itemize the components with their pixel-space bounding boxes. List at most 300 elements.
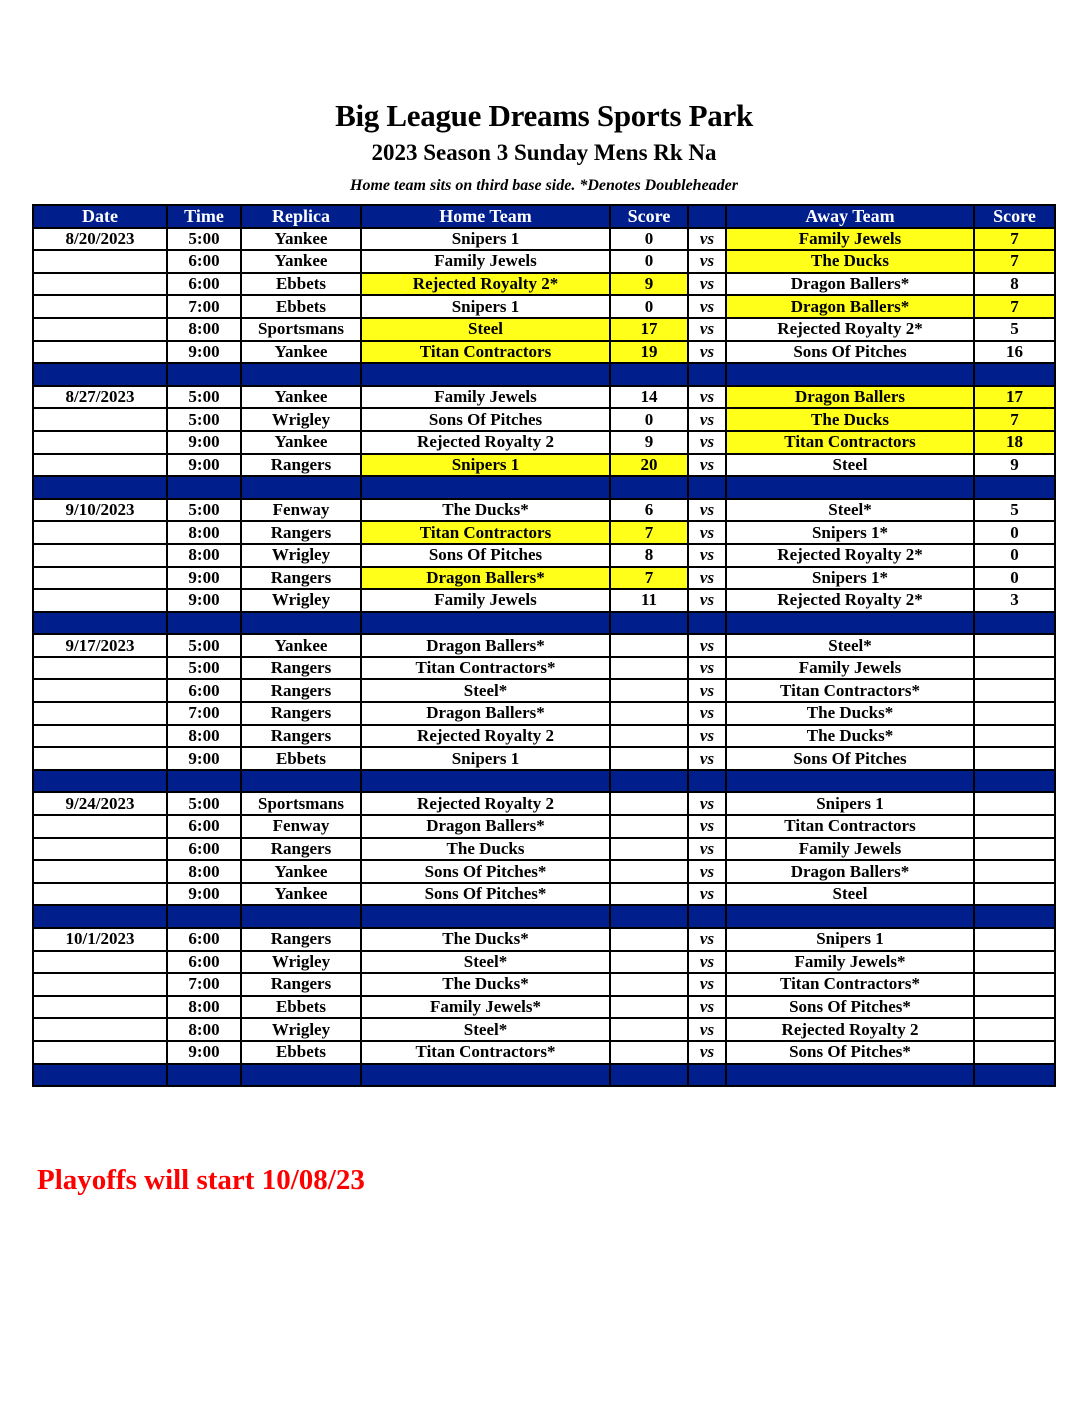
game-time: 6:00 <box>167 951 241 974</box>
home-score <box>610 747 688 770</box>
game-date <box>33 589 167 612</box>
separator-cell <box>974 476 1055 499</box>
vs-label: vs <box>688 1018 726 1041</box>
game-time: 6:00 <box>167 928 241 951</box>
col-header-away-team: Away Team <box>726 205 974 228</box>
game-row <box>33 228 1055 251</box>
separator-cell <box>241 363 361 386</box>
vs-label: vs <box>688 567 726 590</box>
home-team: Family Jewels* <box>361 996 610 1019</box>
away-score <box>974 928 1055 951</box>
game-date <box>33 567 167 590</box>
game-replica: Yankee <box>241 431 361 454</box>
away-score: 7 <box>974 228 1055 251</box>
home-score: 0 <box>610 295 688 318</box>
game-replica: Rangers <box>241 521 361 544</box>
vs-label: vs <box>688 725 726 748</box>
game-time: 8:00 <box>167 996 241 1019</box>
home-team: Titan Contractors* <box>361 657 610 680</box>
vs-label: vs <box>688 860 726 883</box>
game-replica: Fenway <box>241 499 361 522</box>
game-time: 9:00 <box>167 431 241 454</box>
away-score <box>974 725 1055 748</box>
separator-cell <box>241 476 361 499</box>
separator-cell <box>33 612 167 635</box>
game-date <box>33 431 167 454</box>
separator-cell <box>167 363 241 386</box>
home-team: Sons Of Pitches <box>361 544 610 567</box>
col-header-vs <box>688 205 726 228</box>
away-score <box>974 657 1055 680</box>
away-team: Rejected Royalty 2* <box>726 544 974 567</box>
game-replica: Yankee <box>241 386 361 409</box>
home-team: Rejected Royalty 2* <box>361 273 610 296</box>
game-date <box>33 273 167 296</box>
vs-label: vs <box>688 295 726 318</box>
home-team: Family Jewels <box>361 250 610 273</box>
home-team: Titan Contractors <box>361 341 610 364</box>
game-date: 8/27/2023 <box>33 386 167 409</box>
game-replica: Ebbets <box>241 273 361 296</box>
game-date <box>33 341 167 364</box>
game-date <box>33 408 167 431</box>
game-time: 7:00 <box>167 973 241 996</box>
home-team: Steel* <box>361 679 610 702</box>
home-score <box>610 883 688 906</box>
game-time: 8:00 <box>167 521 241 544</box>
vs-label: vs <box>688 634 726 657</box>
away-team: Family Jewels <box>726 838 974 861</box>
away-score <box>974 860 1055 883</box>
game-time: 9:00 <box>167 883 241 906</box>
game-time: 6:00 <box>167 250 241 273</box>
game-time: 7:00 <box>167 295 241 318</box>
game-row <box>33 838 1055 861</box>
game-replica: Ebbets <box>241 1041 361 1064</box>
game-replica: Ebbets <box>241 295 361 318</box>
home-team: Sons Of Pitches* <box>361 883 610 906</box>
vs-label: vs <box>688 679 726 702</box>
away-score: 17 <box>974 386 1055 409</box>
game-time: 9:00 <box>167 747 241 770</box>
vs-label: vs <box>688 792 726 815</box>
game-time: 6:00 <box>167 679 241 702</box>
home-score: 11 <box>610 589 688 612</box>
separator-cell <box>688 363 726 386</box>
separator-cell <box>974 905 1055 928</box>
separator-cell <box>688 612 726 635</box>
home-team: Snipers 1 <box>361 295 610 318</box>
away-team: The Ducks <box>726 250 974 273</box>
home-team: Dragon Ballers* <box>361 567 610 590</box>
game-replica: Rangers <box>241 657 361 680</box>
game-date <box>33 657 167 680</box>
game-replica: Sportsmans <box>241 318 361 341</box>
separator-cell <box>361 363 610 386</box>
game-date <box>33 454 167 477</box>
away-score <box>974 679 1055 702</box>
game-replica: Fenway <box>241 815 361 838</box>
away-team: Steel* <box>726 634 974 657</box>
col-header-replica: Replica <box>241 205 361 228</box>
game-row <box>33 544 1055 567</box>
separator-cell <box>167 612 241 635</box>
away-score: 8 <box>974 273 1055 296</box>
away-score <box>974 1041 1055 1064</box>
page-subtitle: 2023 Season 3 Sunday Mens Rk Na <box>371 140 717 165</box>
game-date <box>33 521 167 544</box>
home-team: The Ducks* <box>361 928 610 951</box>
col-header-away-score: Score <box>974 205 1055 228</box>
away-score <box>974 747 1055 770</box>
col-header-time: Time <box>167 205 241 228</box>
home-team: Sons Of Pitches <box>361 408 610 431</box>
separator-cell <box>974 1064 1055 1087</box>
vs-label: vs <box>688 318 726 341</box>
game-date <box>33 318 167 341</box>
game-replica: Yankee <box>241 228 361 251</box>
vs-label: vs <box>688 386 726 409</box>
away-score: 0 <box>974 567 1055 590</box>
separator-cell <box>33 905 167 928</box>
game-row <box>33 1018 1055 1041</box>
home-team: Snipers 1 <box>361 747 610 770</box>
game-date <box>33 951 167 974</box>
separator-cell <box>167 905 241 928</box>
home-team: Snipers 1 <box>361 228 610 251</box>
home-team: Steel* <box>361 1018 610 1041</box>
separator-cell <box>974 363 1055 386</box>
home-score <box>610 973 688 996</box>
away-team: Dragon Ballers <box>726 386 974 409</box>
separator-cell <box>688 1064 726 1087</box>
game-row <box>33 951 1055 974</box>
home-score <box>610 928 688 951</box>
home-score: 9 <box>610 273 688 296</box>
game-row <box>33 431 1055 454</box>
home-team: Titan Contractors <box>361 521 610 544</box>
home-score: 20 <box>610 454 688 477</box>
game-date <box>33 883 167 906</box>
game-time: 6:00 <box>167 838 241 861</box>
away-team: Rejected Royalty 2* <box>726 589 974 612</box>
separator-cell <box>726 476 974 499</box>
home-score: 14 <box>610 386 688 409</box>
away-score <box>974 1018 1055 1041</box>
game-replica: Yankee <box>241 250 361 273</box>
game-replica: Wrigley <box>241 544 361 567</box>
separator-cell <box>241 770 361 793</box>
home-team: Family Jewels <box>361 589 610 612</box>
away-team: Sons Of Pitches <box>726 747 974 770</box>
separator-cell <box>167 770 241 793</box>
away-team: The Ducks <box>726 408 974 431</box>
home-score <box>610 815 688 838</box>
home-team: Rejected Royalty 2 <box>361 431 610 454</box>
away-score: 7 <box>974 408 1055 431</box>
game-time: 5:00 <box>167 657 241 680</box>
game-time: 8:00 <box>167 544 241 567</box>
home-team: The Ducks <box>361 838 610 861</box>
game-date <box>33 544 167 567</box>
game-date: 9/10/2023 <box>33 499 167 522</box>
game-time: 8:00 <box>167 1018 241 1041</box>
away-score: 5 <box>974 499 1055 522</box>
game-replica: Rangers <box>241 702 361 725</box>
game-replica: Wrigley <box>241 589 361 612</box>
separator-cell <box>688 476 726 499</box>
game-row <box>33 454 1055 477</box>
home-score <box>610 1041 688 1064</box>
game-row <box>33 657 1055 680</box>
game-row <box>33 521 1055 544</box>
vs-label: vs <box>688 544 726 567</box>
game-row <box>33 341 1055 364</box>
game-date <box>33 1041 167 1064</box>
home-score: 9 <box>610 431 688 454</box>
schedule-table <box>32 204 1056 1087</box>
away-score <box>974 634 1055 657</box>
away-team: Rejected Royalty 2* <box>726 318 974 341</box>
separator-cell <box>610 770 688 793</box>
week-separator <box>33 1064 1055 1087</box>
home-team: Snipers 1 <box>361 454 610 477</box>
game-time: 9:00 <box>167 567 241 590</box>
week-separator <box>33 363 1055 386</box>
game-date: 9/24/2023 <box>33 792 167 815</box>
vs-label: vs <box>688 408 726 431</box>
game-replica: Rangers <box>241 725 361 748</box>
away-team: Dragon Ballers* <box>726 860 974 883</box>
separator-cell <box>167 1064 241 1087</box>
separator-cell <box>726 905 974 928</box>
vs-label: vs <box>688 341 726 364</box>
away-team: Rejected Royalty 2 <box>726 1018 974 1041</box>
game-replica: Rangers <box>241 679 361 702</box>
home-score <box>610 1018 688 1041</box>
vs-label: vs <box>688 702 726 725</box>
away-score <box>974 815 1055 838</box>
vs-label: vs <box>688 973 726 996</box>
separator-cell <box>361 770 610 793</box>
game-date <box>33 702 167 725</box>
away-team: Titan Contractors <box>726 815 974 838</box>
game-row <box>33 725 1055 748</box>
home-score <box>610 657 688 680</box>
away-team: The Ducks* <box>726 702 974 725</box>
col-header-home-score: Score <box>610 205 688 228</box>
home-score: 0 <box>610 228 688 251</box>
separator-cell <box>974 770 1055 793</box>
col-header-date: Date <box>33 205 167 228</box>
separator-cell <box>361 612 610 635</box>
separator-cell <box>241 905 361 928</box>
schedule-note: Home team sits on third base side. *Denotes Doubleheader <box>350 177 738 194</box>
game-replica: Yankee <box>241 860 361 883</box>
vs-label: vs <box>688 454 726 477</box>
separator-cell <box>241 612 361 635</box>
home-score: 7 <box>610 567 688 590</box>
home-score: 7 <box>610 521 688 544</box>
game-time: 9:00 <box>167 454 241 477</box>
game-replica: Rangers <box>241 928 361 951</box>
game-replica: Rangers <box>241 838 361 861</box>
home-team: Dragon Ballers* <box>361 815 610 838</box>
separator-cell <box>726 612 974 635</box>
separator-cell <box>610 612 688 635</box>
game-time: 8:00 <box>167 860 241 883</box>
game-time: 8:00 <box>167 318 241 341</box>
away-score: 7 <box>974 250 1055 273</box>
separator-cell <box>33 476 167 499</box>
away-team: Titan Contractors* <box>726 679 974 702</box>
game-row <box>33 499 1055 522</box>
away-team: Family Jewels <box>726 657 974 680</box>
home-team: Steel* <box>361 951 610 974</box>
game-time: 5:00 <box>167 792 241 815</box>
game-row <box>33 408 1055 431</box>
vs-label: vs <box>688 1041 726 1064</box>
game-row <box>33 250 1055 273</box>
game-row <box>33 295 1055 318</box>
away-team: Dragon Ballers* <box>726 295 974 318</box>
game-date: 9/17/2023 <box>33 634 167 657</box>
home-score: 19 <box>610 341 688 364</box>
game-time: 9:00 <box>167 341 241 364</box>
game-date <box>33 996 167 1019</box>
week-separator <box>33 612 1055 635</box>
game-replica: Rangers <box>241 454 361 477</box>
col-header-home-team: Home Team <box>361 205 610 228</box>
week-separator <box>33 770 1055 793</box>
game-time: 6:00 <box>167 815 241 838</box>
away-team: Snipers 1* <box>726 521 974 544</box>
separator-cell <box>610 476 688 499</box>
separator-cell <box>688 905 726 928</box>
away-score: 3 <box>974 589 1055 612</box>
playoffs-notice: Playoffs will start 10/08/23 <box>37 1164 365 1196</box>
game-time: 5:00 <box>167 634 241 657</box>
week-separator <box>33 905 1055 928</box>
away-team: The Ducks* <box>726 725 974 748</box>
game-replica: Sportsmans <box>241 792 361 815</box>
vs-label: vs <box>688 996 726 1019</box>
game-date <box>33 1018 167 1041</box>
separator-cell <box>241 1064 361 1087</box>
vs-label: vs <box>688 747 726 770</box>
away-team: Steel <box>726 454 974 477</box>
game-row <box>33 860 1055 883</box>
home-team: Rejected Royalty 2 <box>361 725 610 748</box>
game-row <box>33 928 1055 951</box>
home-team: Rejected Royalty 2 <box>361 792 610 815</box>
separator-cell <box>610 1064 688 1087</box>
separator-cell <box>33 1064 167 1087</box>
game-row <box>33 815 1055 838</box>
game-replica: Yankee <box>241 341 361 364</box>
away-team: Sons Of Pitches* <box>726 996 974 1019</box>
game-row <box>33 702 1055 725</box>
away-team: Family Jewels* <box>726 951 974 974</box>
home-score <box>610 838 688 861</box>
away-score: 9 <box>974 454 1055 477</box>
away-score <box>974 838 1055 861</box>
separator-cell <box>688 770 726 793</box>
separator-cell <box>167 476 241 499</box>
game-row <box>33 679 1055 702</box>
vs-label: vs <box>688 521 726 544</box>
game-time: 5:00 <box>167 408 241 431</box>
game-time: 5:00 <box>167 228 241 251</box>
away-score <box>974 883 1055 906</box>
home-score <box>610 792 688 815</box>
vs-label: vs <box>688 589 726 612</box>
game-replica: Ebbets <box>241 996 361 1019</box>
game-row <box>33 747 1055 770</box>
away-team: Snipers 1 <box>726 928 974 951</box>
vs-label: vs <box>688 928 726 951</box>
vs-label: vs <box>688 228 726 251</box>
game-row <box>33 567 1055 590</box>
separator-cell <box>610 905 688 928</box>
away-score <box>974 951 1055 974</box>
game-row <box>33 634 1055 657</box>
separator-cell <box>361 1064 610 1087</box>
separator-cell <box>726 1064 974 1087</box>
away-team: Sons Of Pitches <box>726 341 974 364</box>
home-score <box>610 951 688 974</box>
vs-label: vs <box>688 815 726 838</box>
separator-cell <box>33 770 167 793</box>
week-separator <box>33 476 1055 499</box>
away-team: Titan Contractors* <box>726 973 974 996</box>
away-score: 0 <box>974 521 1055 544</box>
vs-label: vs <box>688 273 726 296</box>
separator-cell <box>361 905 610 928</box>
home-team: Family Jewels <box>361 386 610 409</box>
home-score <box>610 725 688 748</box>
home-score: 0 <box>610 408 688 431</box>
header-row <box>33 205 1055 228</box>
game-date <box>33 838 167 861</box>
vs-label: vs <box>688 838 726 861</box>
home-score <box>610 996 688 1019</box>
game-time: 6:00 <box>167 273 241 296</box>
home-team: Dragon Ballers* <box>361 634 610 657</box>
away-team: Titan Contractors <box>726 431 974 454</box>
home-team: Sons Of Pitches* <box>361 860 610 883</box>
game-replica: Wrigley <box>241 951 361 974</box>
game-date <box>33 250 167 273</box>
separator-cell <box>726 770 974 793</box>
game-date <box>33 815 167 838</box>
game-date <box>33 679 167 702</box>
game-date <box>33 295 167 318</box>
away-score: 7 <box>974 295 1055 318</box>
game-row <box>33 589 1055 612</box>
game-replica: Rangers <box>241 567 361 590</box>
game-date: 10/1/2023 <box>33 928 167 951</box>
away-score: 16 <box>974 341 1055 364</box>
game-time: 5:00 <box>167 386 241 409</box>
away-score <box>974 996 1055 1019</box>
separator-cell <box>974 612 1055 635</box>
game-time: 7:00 <box>167 702 241 725</box>
home-score: 0 <box>610 250 688 273</box>
game-row <box>33 973 1055 996</box>
game-date <box>33 973 167 996</box>
away-team: Steel <box>726 883 974 906</box>
